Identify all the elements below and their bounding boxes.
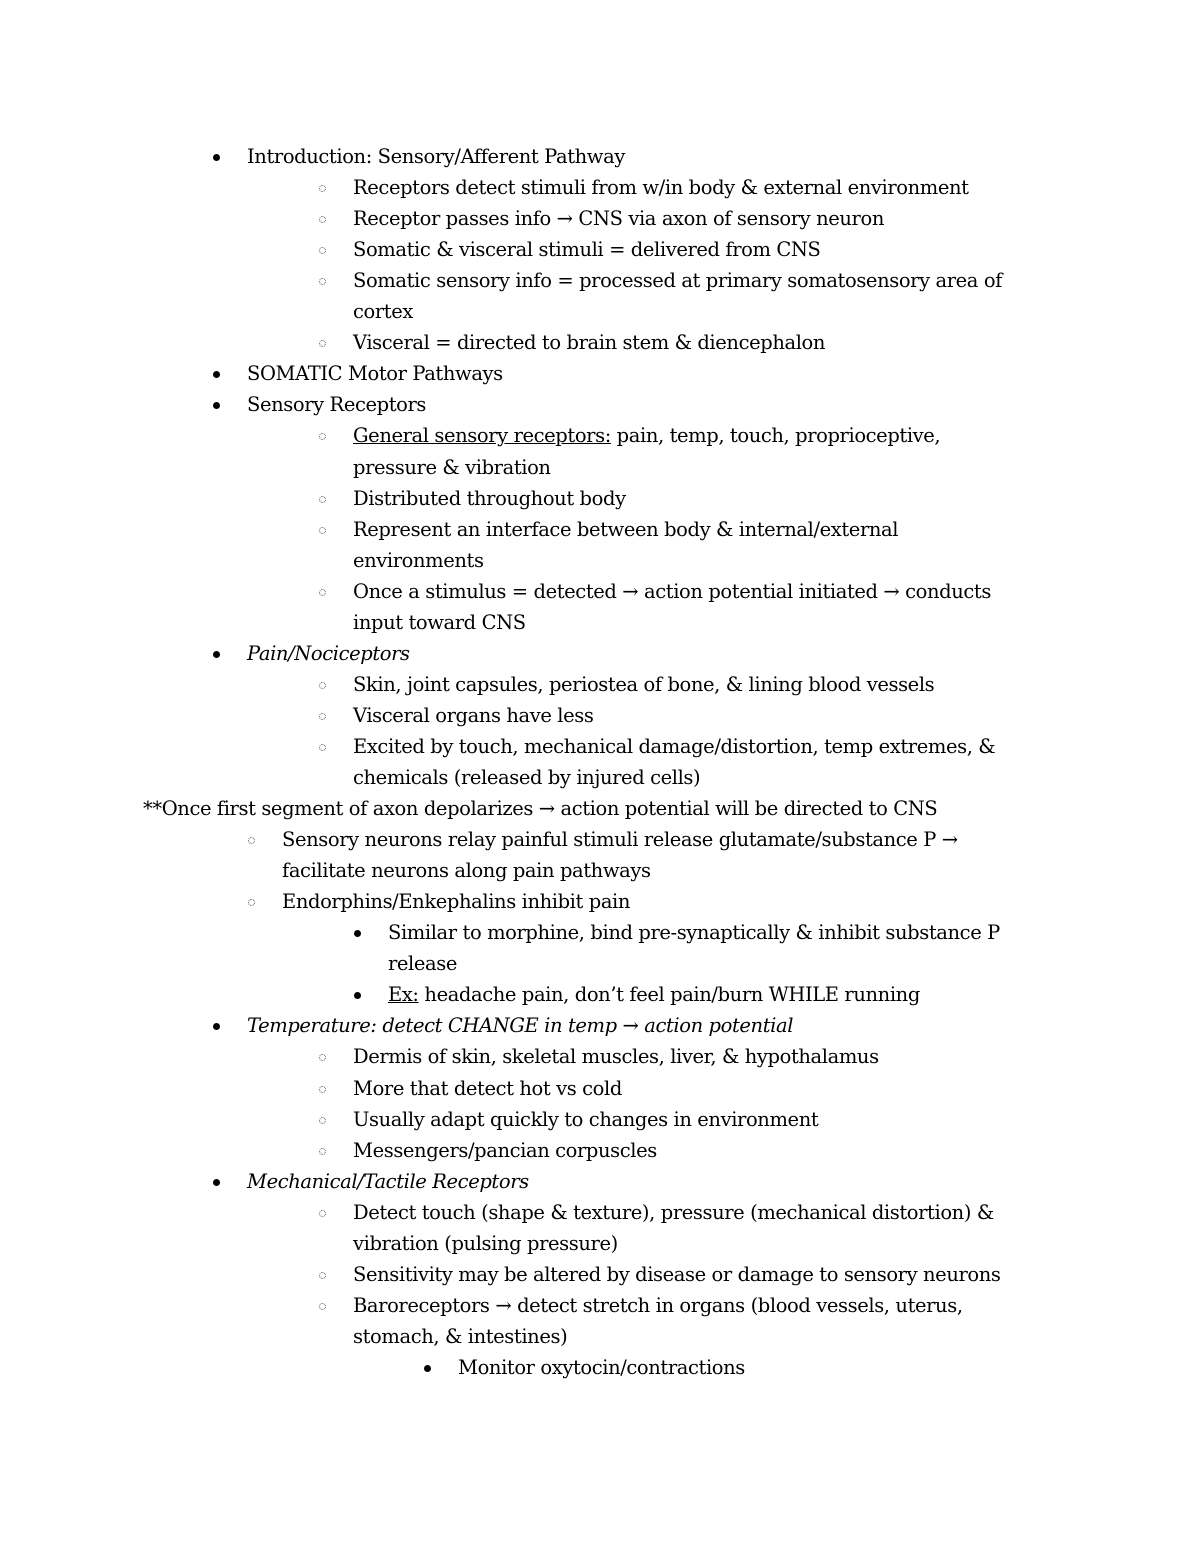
- filled-bullet-icon: [354, 930, 361, 937]
- line-text: Receptors detect stimuli from w/in body & external environment: [353, 176, 969, 200]
- hollow-bullet-icon: [319, 682, 326, 689]
- underlined-label: General sensory receptors:: [353, 424, 611, 448]
- hollow-bullet-icon: [319, 433, 326, 440]
- outline-line: [282, 824, 958, 855]
- hollow-bullet-icon: [319, 1148, 326, 1155]
- line-text: Excited by touch, mechanical damage/distortion, temp extremes, &: [353, 734, 996, 758]
- line-text: Somatic & visceral stimuli = delivered from CNS: [353, 238, 821, 262]
- line-text: Temperature: detect CHANGE in temp → action potential: [247, 1014, 794, 1038]
- outline-line: [353, 172, 969, 203]
- outline-line: [353, 1321, 567, 1352]
- outline-line: [353, 1290, 963, 1321]
- hollow-bullet-icon: [319, 216, 326, 223]
- outline-line: [353, 483, 626, 514]
- line-text: Mechanical/Tactile Receptors: [247, 1169, 529, 1193]
- line-text: Pain/Nociceptors: [247, 641, 410, 665]
- outline-line: [353, 1259, 1001, 1290]
- line-text: **Once first segment of axon depolarizes → action potential will be directed to CNS: [143, 797, 938, 821]
- outline-line: [247, 141, 625, 172]
- outline-line: [353, 700, 594, 731]
- line-text: facilitate neurons along pain pathways: [282, 859, 651, 883]
- outline-line: [353, 1073, 622, 1104]
- line-text: Messengers/pancian corpuscles: [353, 1138, 657, 1162]
- outline-line: [458, 1352, 745, 1383]
- hollow-bullet-icon: [248, 837, 255, 844]
- line-text: Detect touch (shape & texture), pressure (mechanical distortion) &: [353, 1200, 994, 1224]
- outline-line: [247, 1166, 529, 1197]
- line-text: headache pain, don’t feel pain/burn WHILE running: [418, 983, 920, 1007]
- line-text: Represent an interface between body & internal/external: [353, 517, 899, 541]
- outline-line: [282, 855, 651, 886]
- hollow-bullet-icon: [319, 1303, 326, 1310]
- outline-line: [247, 638, 410, 669]
- line-text: Sensory neurons relay painful stimuli release glutamate/substance P →: [282, 828, 958, 852]
- outline-line: [388, 979, 920, 1010]
- outline-line: [388, 948, 457, 979]
- line-text: Skin, joint capsules, periostea of bone, & lining blood vessels: [353, 672, 935, 696]
- hollow-bullet-icon: [319, 1086, 326, 1093]
- outline-line: [353, 576, 991, 607]
- outline-line: [353, 234, 821, 265]
- outline-line: [247, 389, 426, 420]
- line-text: Similar to morphine, bind pre-synaptically & inhibit substance P: [388, 921, 1000, 945]
- hollow-bullet-icon: [319, 185, 326, 192]
- hollow-bullet-icon: [319, 1117, 326, 1124]
- line-text: vibration (pulsing pressure): [353, 1231, 618, 1255]
- hollow-bullet-icon: [319, 527, 326, 534]
- outline-line: [247, 1010, 793, 1041]
- line-text: Introduction: Sensory/Afferent Pathway: [247, 145, 625, 168]
- filled-bullet-icon: [424, 1365, 431, 1372]
- line-text: Receptor passes info → CNS via axon of sensory neuron: [353, 207, 884, 231]
- line-text: Endorphins/Enkephalins inhibit pain: [282, 890, 631, 914]
- hollow-bullet-icon: [319, 744, 326, 751]
- line-text: chemicals (released by injured cells): [353, 766, 701, 789]
- outline-line: [353, 1228, 618, 1259]
- outline-line: [353, 1041, 879, 1072]
- line-text: input toward CNS: [353, 610, 526, 634]
- hollow-bullet-icon: [319, 589, 326, 596]
- filled-bullet-icon: [213, 1023, 220, 1030]
- line-text: Distributed throughout body: [353, 486, 626, 510]
- line-text: stomach, & intestines): [353, 1324, 568, 1348]
- outline-line: [353, 607, 526, 638]
- outline-line: [247, 358, 503, 389]
- outline-line: [353, 545, 484, 576]
- hollow-bullet-icon: [319, 1272, 326, 1279]
- outline-line: [143, 793, 937, 824]
- filled-bullet-icon: [213, 371, 220, 378]
- line-text: More that detect hot vs cold: [353, 1076, 622, 1100]
- hollow-bullet-icon: [319, 1210, 326, 1217]
- line-text: Dermis of skin, skeletal muscles, liver, & hypothalamus: [353, 1045, 879, 1069]
- outline-line: [353, 203, 884, 234]
- filled-bullet-icon: [213, 154, 220, 161]
- line-text: Visceral = directed to brain stem & diencephalon: [353, 331, 826, 355]
- hollow-bullet-icon: [319, 713, 326, 720]
- hollow-bullet-icon: [248, 899, 255, 906]
- line-text: Usually adapt quickly to changes in environment: [353, 1107, 819, 1131]
- hollow-bullet-icon: [319, 496, 326, 503]
- outline-line: [353, 731, 995, 762]
- hollow-bullet-icon: [319, 340, 326, 347]
- line-text: Baroreceptors → detect stretch in organs (blood vessels, uterus,: [353, 1293, 963, 1317]
- outline-line: [353, 762, 700, 793]
- line-text: SOMATIC Motor Pathways: [247, 362, 503, 386]
- line-text: release: [388, 952, 458, 976]
- outline-line: [353, 327, 825, 358]
- outline-line: [353, 452, 551, 483]
- line-text: Sensory Receptors: [247, 393, 427, 417]
- line-text: Once a stimulus = detected → action potential initiated → conducts: [353, 579, 991, 603]
- line-text: cortex: [353, 300, 413, 324]
- outline-line: [353, 1135, 657, 1166]
- outline-line: [388, 917, 1000, 948]
- filled-bullet-icon: [213, 651, 220, 658]
- line-text: pain, temp, touch, proprioceptive,: [610, 424, 941, 448]
- outline-line: [353, 1197, 994, 1228]
- outline-line: [353, 296, 413, 327]
- hollow-bullet-icon: [319, 247, 326, 254]
- outline-line: [353, 669, 934, 700]
- hollow-bullet-icon: [319, 278, 326, 285]
- line-text: Visceral organs have less: [353, 703, 594, 727]
- filled-bullet-icon: [213, 402, 220, 409]
- underlined-label: Ex:: [388, 983, 419, 1007]
- outline-line: [353, 514, 898, 545]
- outline-line: [353, 420, 940, 451]
- outline-line: [282, 886, 630, 917]
- line-text: Somatic sensory info = processed at primary somatosensory area of: [353, 269, 1002, 293]
- outline-line: [353, 1104, 818, 1135]
- line-text: environments: [353, 548, 484, 572]
- filled-bullet-icon: [354, 992, 361, 999]
- line-text: Monitor oxytocin/contractions: [458, 1355, 745, 1379]
- hollow-bullet-icon: [319, 1054, 326, 1061]
- filled-bullet-icon: [213, 1179, 220, 1186]
- outline-line: [353, 265, 1002, 296]
- line-text: pressure & vibration: [353, 455, 551, 479]
- line-text: Sensitivity may be altered by disease or damage to sensory neurons: [353, 1262, 1001, 1286]
